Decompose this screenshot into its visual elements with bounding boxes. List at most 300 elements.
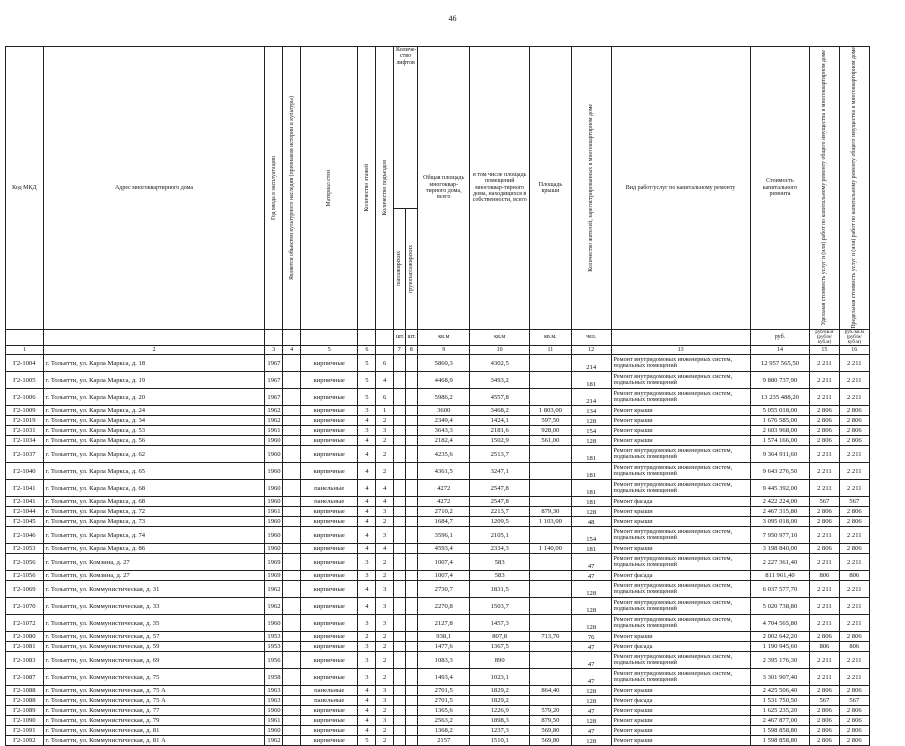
cell-res: 128 [571,581,611,598]
cell-wall: кирпичные [300,669,358,686]
cell-empty [394,726,406,736]
table-row [6,436,870,446]
table-row [6,446,870,463]
header-area-total: Общая площадь многоквар-тирного дома, всего [418,47,470,330]
cell-year: 1960 [265,517,283,527]
cell-fl: 4 [358,726,376,736]
cell-empty [283,716,301,726]
cell-res: 181 [571,372,611,389]
cell-unit: 2 211 [810,615,839,632]
cell-empty [405,389,418,406]
cell-empty [283,372,301,389]
cell-ent: 2 [376,446,394,463]
cell-roof [529,615,571,632]
cell-addr: г. Тольятти, ул. Коммунистическая, д. 79 [43,716,265,726]
cell-own: 890 [470,652,530,669]
cell-max: 2 211 [839,554,869,571]
table-row [6,544,870,554]
cell-unit: 2 806 [810,706,839,716]
cell-year: 1967 [265,389,283,406]
cell-empty [283,406,301,416]
cell-year: 1960 [265,615,283,632]
cell-own: 3468,2 [470,406,530,416]
cell-own: 1829,2 [470,696,530,706]
header-cost: Стоимость капитального ремонта [750,47,810,330]
table-row [6,642,870,652]
table-row [6,686,870,696]
header-year: Год ввода в эксплуатацию [265,47,283,330]
cell-addr: г. Тольятти, ул. Комзина, д. 27 [43,554,265,571]
cell-own: 3247,1 [470,463,530,480]
cell-wall: кирпичные [300,554,358,571]
cell-max: 2 211 [839,372,869,389]
cell-addr: г. Тольятти, ул. Коммунистическая, д. 33 [43,598,265,615]
cell-roof: 579,20 [529,706,571,716]
cell-empty [283,696,301,706]
cell-empty [405,416,418,426]
cell-work: Ремонт внутридомовых инженерных систем, подвальных помещений [611,554,750,571]
cell-empty [405,517,418,527]
cell-max: 2 211 [839,355,869,372]
cell-unit: 2 806 [810,416,839,426]
cell-wall: кирпичные [300,426,358,436]
cell-empty [405,686,418,696]
cell-ent: 2 [376,642,394,652]
cell-area: 1007,4 [418,554,470,571]
cell-code: Г2-1088 [6,686,44,696]
cell-year: 1969 [265,571,283,581]
cell-roof: 928,00 [529,426,571,436]
cell-wall: кирпичные [300,598,358,615]
cell-max: 2 211 [839,598,869,615]
cell-own: 3493,2 [470,372,530,389]
cell-wall: кирпичные [300,632,358,642]
cell-code: Г2-1041 [6,480,44,497]
table-row [6,480,870,497]
cell-cost: 2 467 877,00 [750,716,810,726]
cell-unit: 2 211 [810,480,839,497]
cell-area: 3643,3 [418,426,470,436]
cell-ent: 2 [376,436,394,446]
table-row [6,669,870,686]
cell-work: Ремонт крыши [611,426,750,436]
cell-empty [405,463,418,480]
cell-max: 2 806 [839,406,869,416]
cell-empty [394,436,406,446]
cell-empty [394,426,406,436]
cell-work: Ремонт внутридомовых инженерных систем, подвальных помещений [611,446,750,463]
cell-cost: 1 676 585,00 [750,416,810,426]
cell-empty [283,497,301,507]
cell-own: 1237,3 [470,726,530,736]
cell-ent: 3 [376,615,394,632]
cell-cost: 2 002 642,20 [750,632,810,642]
cell-roof [529,480,571,497]
cell-unit: 2 211 [810,389,839,406]
cell-year: 1960 [265,706,283,716]
cell-cost: 2 603 968,00 [750,426,810,436]
cell-area: 4468,9 [418,372,470,389]
header-entrances: Количество подъездов [376,47,394,330]
cell-own: 2105,1 [470,527,530,544]
cell-area: 1684,7 [418,517,470,527]
cell-ent: 3 [376,507,394,517]
cell-empty [283,686,301,696]
header-residents: Количество жителей, зарегистрированных в многоквартирном доме [571,47,611,330]
cell-fl: 2 [358,632,376,642]
cell-roof: 1 103,00 [529,517,571,527]
cell-addr: г. Тольятти, ул. Карла Маркса, д. 24 [43,406,265,416]
cell-work: Ремонт крыши [611,736,750,746]
cell-res: 47 [571,652,611,669]
cell-fl: 3 [358,615,376,632]
cell-res: 128 [571,716,611,726]
cell-work: Ремонт крыши [611,632,750,642]
cell-max: 2 806 [839,517,869,527]
cell-area: 2701,5 [418,686,470,696]
header-address: Адрес многоквартирного дома [43,47,265,330]
cell-empty [283,446,301,463]
cell-year: 1958 [265,669,283,686]
cell-work: Ремонт внутридомовых инженерных систем, подвальных помещений [611,527,750,544]
cell-res: 128 [571,416,611,426]
cell-fl: 5 [358,389,376,406]
header-unit-cost: Удельная стоимость услуг и (или) работ по капитальному ремонту общего имущества в многоквартирном доме [810,47,839,330]
cell-wall: кирпичные [300,571,358,581]
table-row [6,726,870,736]
cell-year: 1953 [265,632,283,642]
cell-unit: 806 [810,642,839,652]
cell-roof [529,652,571,669]
cell-max: 567 [839,696,869,706]
cell-area: 2182,4 [418,436,470,446]
cell-addr: г. Тольятти, ул. Коммунистическая, д. 57 [43,632,265,642]
cell-work: Ремонт внутридомовых инженерных систем, подвальных помещений [611,669,750,686]
cell-empty [394,416,406,426]
cell-empty [394,571,406,581]
cell-area: 2127,8 [418,615,470,632]
cell-fl: 4 [358,497,376,507]
cell-wall: кирпичные [300,507,358,517]
cell-work: Ремонт внутридомовых инженерных систем, подвальных помещений [611,581,750,598]
cell-fl: 4 [358,686,376,696]
cell-empty [405,598,418,615]
cell-wall: кирпичные [300,436,358,446]
table-row [6,507,870,517]
cell-roof [529,372,571,389]
table-row [6,581,870,598]
cell-code: Г2-1004 [6,355,44,372]
cell-empty [283,480,301,497]
cell-roof [529,527,571,544]
cell-ent: 2 [376,463,394,480]
cell-res: 48 [571,517,611,527]
cell-code: Г2-1087 [6,669,44,686]
cell-empty [405,716,418,726]
cell-roof [529,571,571,581]
cell-addr: г. Тольятти, ул. Карла Маркса, д. 72 [43,507,265,517]
cell-work: Ремонт крыши [611,436,750,446]
cell-max: 2 806 [839,436,869,446]
cell-addr: г. Тольятти, ул. Карла Маркса, д. 68 [43,497,265,507]
cell-res: 134 [571,406,611,416]
cell-ent: 3 [376,598,394,615]
cell-work: Ремонт внутридомовых инженерных систем, подвальных помещений [611,615,750,632]
cell-res: 128 [571,736,611,746]
cell-ent: 6 [376,389,394,406]
cell-own: 2547,8 [470,497,530,507]
cell-wall: кирпичные [300,706,358,716]
cell-empty [405,615,418,632]
cell-code: Г2-1069 [6,581,44,598]
cell-ent: 6 [376,355,394,372]
cell-code: Г2-1056 [6,554,44,571]
cell-own: 1226,9 [470,706,530,716]
cell-area: 4593,4 [418,544,470,554]
cell-area: 1477,6 [418,642,470,652]
cell-ent: 2 [376,632,394,642]
cell-code: Г2-1046 [6,527,44,544]
cell-empty [405,426,418,436]
cell-empty [283,517,301,527]
cell-wall: кирпичные [300,527,358,544]
cell-roof: 569,80 [529,736,571,746]
cell-wall: кирпичные [300,544,358,554]
cell-addr: г. Тольятти, ул. Карла Маркса, д. 73 [43,517,265,527]
cell-year: 1961 [265,716,283,726]
cell-addr: г. Тольятти, ул. Коммунистическая, д. 75 [43,669,265,686]
cell-max: 2 211 [839,615,869,632]
table-row [6,372,870,389]
cell-unit: 2 211 [810,598,839,615]
cell-code: Г2-1031 [6,426,44,436]
cell-empty [394,527,406,544]
cell-empty [283,426,301,436]
cell-empty [283,436,301,446]
cell-cost: 9 364 911,60 [750,446,810,463]
cell-cost: 2 395 176,30 [750,652,810,669]
cell-unit: 2 806 [810,426,839,436]
cell-res: 128 [571,598,611,615]
cell-empty [394,389,406,406]
cell-code: Г2-1081 [6,642,44,652]
cell-roof [529,581,571,598]
table-row [6,706,870,716]
cell-own: 583 [470,554,530,571]
cell-res: 128 [571,507,611,517]
cell-fl: 4 [358,446,376,463]
cell-fl: 5 [358,372,376,389]
cell-wall: кирпичные [300,736,358,746]
cell-empty [405,507,418,517]
cell-roof [529,355,571,372]
cell-unit: 2 806 [810,507,839,517]
cell-max: 2 806 [839,426,869,436]
cell-year: 1967 [265,355,283,372]
cell-empty [394,669,406,686]
cell-code: Г2-1092 [6,736,44,746]
units-row: шт. шт. кв.м кв.м кв.м. чел. руб. руб/кв.м (руб/м/куб.м) руб./кв.м (руб/м/куб.м) [6,329,870,346]
cell-ent: 2 [376,652,394,669]
cell-unit: 806 [810,571,839,581]
cell-empty [394,372,406,389]
cell-ent: 3 [376,426,394,436]
cell-own: 807,8 [470,632,530,642]
cell-code: Г2-1080 [6,632,44,642]
cell-fl: 4 [358,416,376,426]
cell-work: Ремонт внутридомовых инженерных систем, подвальных помещений [611,372,750,389]
cell-fl: 4 [358,463,376,480]
cell-work: Ремонт крыши [611,507,750,517]
cell-unit: 2 806 [810,726,839,736]
table-row [6,554,870,571]
cell-roof: 713,70 [529,632,571,642]
cell-addr: г. Тольятти, ул. Коммунистическая, д. 81 А [43,736,265,746]
cell-fl: 4 [358,598,376,615]
capital-repair-table [5,46,870,746]
cell-empty [283,527,301,544]
cell-cost: 6 037 577,70 [750,581,810,598]
cell-empty [283,632,301,642]
cell-addr: г. Тольятти, ул. Карла Маркса, д. 62 [43,446,265,463]
cell-unit: 2 806 [810,632,839,642]
cell-empty [405,571,418,581]
cell-max: 806 [839,642,869,652]
cell-own: 2213,7 [470,507,530,517]
cell-unit: 2 806 [810,716,839,726]
cell-year: 1962 [265,736,283,746]
cell-code: Г2-1083 [6,652,44,669]
cell-res: 181 [571,480,611,497]
cell-code: Г2-1041 [6,497,44,507]
cell-year: 1963 [265,686,283,696]
cell-area: 5986,2 [418,389,470,406]
cell-year: 1960 [265,544,283,554]
table-row [6,389,870,406]
header-heritage: Является объектом культурного наследия (признаком истории и культуры) [283,47,301,330]
cell-fl: 4 [358,544,376,554]
cell-code: Г2-1056 [6,571,44,581]
cell-year: 1960 [265,436,283,446]
cell-empty [405,652,418,669]
cell-area: 1083,3 [418,652,470,669]
cell-max: 806 [839,571,869,581]
cell-empty [283,554,301,571]
cell-empty [283,355,301,372]
cell-ent: 2 [376,554,394,571]
cell-work: Ремонт крыши [611,544,750,554]
cell-res: 181 [571,463,611,480]
cell-empty [394,554,406,571]
header-lifts: Количе-ство лифтов [394,47,418,209]
cell-empty [394,696,406,706]
cell-area: 2710,2 [418,507,470,517]
cell-cost: 7 950 977,10 [750,527,810,544]
cell-fl: 4 [358,716,376,726]
table-row [6,696,870,706]
cell-roof: 879,30 [529,507,571,517]
cell-addr: г. Тольятти, ул. Карла Маркса, д. 68 [43,480,265,497]
cell-cost: 9 445 392,00 [750,480,810,497]
cell-res: 181 [571,446,611,463]
cell-unit: 2 806 [810,544,839,554]
cell-empty [405,726,418,736]
cell-empty [283,463,301,480]
cell-empty [394,642,406,652]
cell-fl: 4 [358,480,376,497]
cell-res: 47 [571,571,611,581]
cell-area: 4272 [418,480,470,497]
cell-year: 1961 [265,507,283,517]
cell-work: Ремонт внутридомовых инженерных систем, подвальных помещений [611,598,750,615]
cell-ent: 2 [376,736,394,746]
cell-empty [283,652,301,669]
cell-max: 2 211 [839,446,869,463]
cell-own: 1510,1 [470,736,530,746]
cell-addr: г. Тольятти, ул. Комзина, д. 27 [43,571,265,581]
table-row [6,632,870,642]
cell-cost: 1 531 750,50 [750,696,810,706]
cell-addr: г. Тольятти, ул. Карла Маркса, д. 19 [43,372,265,389]
cell-empty [283,598,301,615]
cell-addr: г. Тольятти, ул. Карла Маркса, д. 56 [43,436,265,446]
cell-empty [405,642,418,652]
cell-area: 5860,3 [418,355,470,372]
cell-addr: г. Тольятти, ул. Карла Маркса, д. 74 [43,527,265,544]
cell-code: Г2-1040 [6,463,44,480]
table-row [6,497,870,507]
cell-roof [529,389,571,406]
cell-unit: 2 806 [810,406,839,416]
cell-year: 1960 [265,726,283,736]
cell-cost: 3 095 018,00 [750,517,810,527]
cell-code: Г2-1072 [6,615,44,632]
cell-roof [529,446,571,463]
cell-work: Ремонт внутридомовых инженерных систем, подвальных помещений [611,480,750,497]
cell-year: 1960 [265,446,283,463]
cell-unit: 2 211 [810,372,839,389]
cell-max: 2 806 [839,416,869,426]
header-floors: Количество этажей [358,47,376,330]
table-row [6,652,870,669]
cell-code: Г2-1019 [6,416,44,426]
cell-own: 1502,9 [470,436,530,446]
cell-max: 2 211 [839,581,869,598]
cell-cost: 9 880 737,90 [750,372,810,389]
cell-unit: 2 211 [810,527,839,544]
cell-roof [529,463,571,480]
cell-cost: 12 957 565,50 [750,355,810,372]
cell-cost: 2 425 506,40 [750,686,810,696]
cell-addr: г. Тольятти, ул. Карла Маркса, д. 53 [43,426,265,436]
cell-code: Г2-1091 [6,726,44,736]
cell-empty [405,436,418,446]
cell-area: 4361,5 [418,463,470,480]
cell-ent: 2 [376,416,394,426]
cell-empty [405,581,418,598]
cell-addr: г. Тольятти, ул. Коммунистическая, д. 77 [43,706,265,716]
cell-cost: 9 643 276,50 [750,463,810,480]
cell-res: 128 [571,615,611,632]
cell-res: 128 [571,696,611,706]
cell-area: 2563,2 [418,716,470,726]
cell-fl: 4 [358,696,376,706]
cell-own: 583 [470,571,530,581]
cell-ent: 3 [376,696,394,706]
cell-area: 2730,7 [418,581,470,598]
cell-code: Г2-1088 [6,696,44,706]
cell-empty [394,446,406,463]
